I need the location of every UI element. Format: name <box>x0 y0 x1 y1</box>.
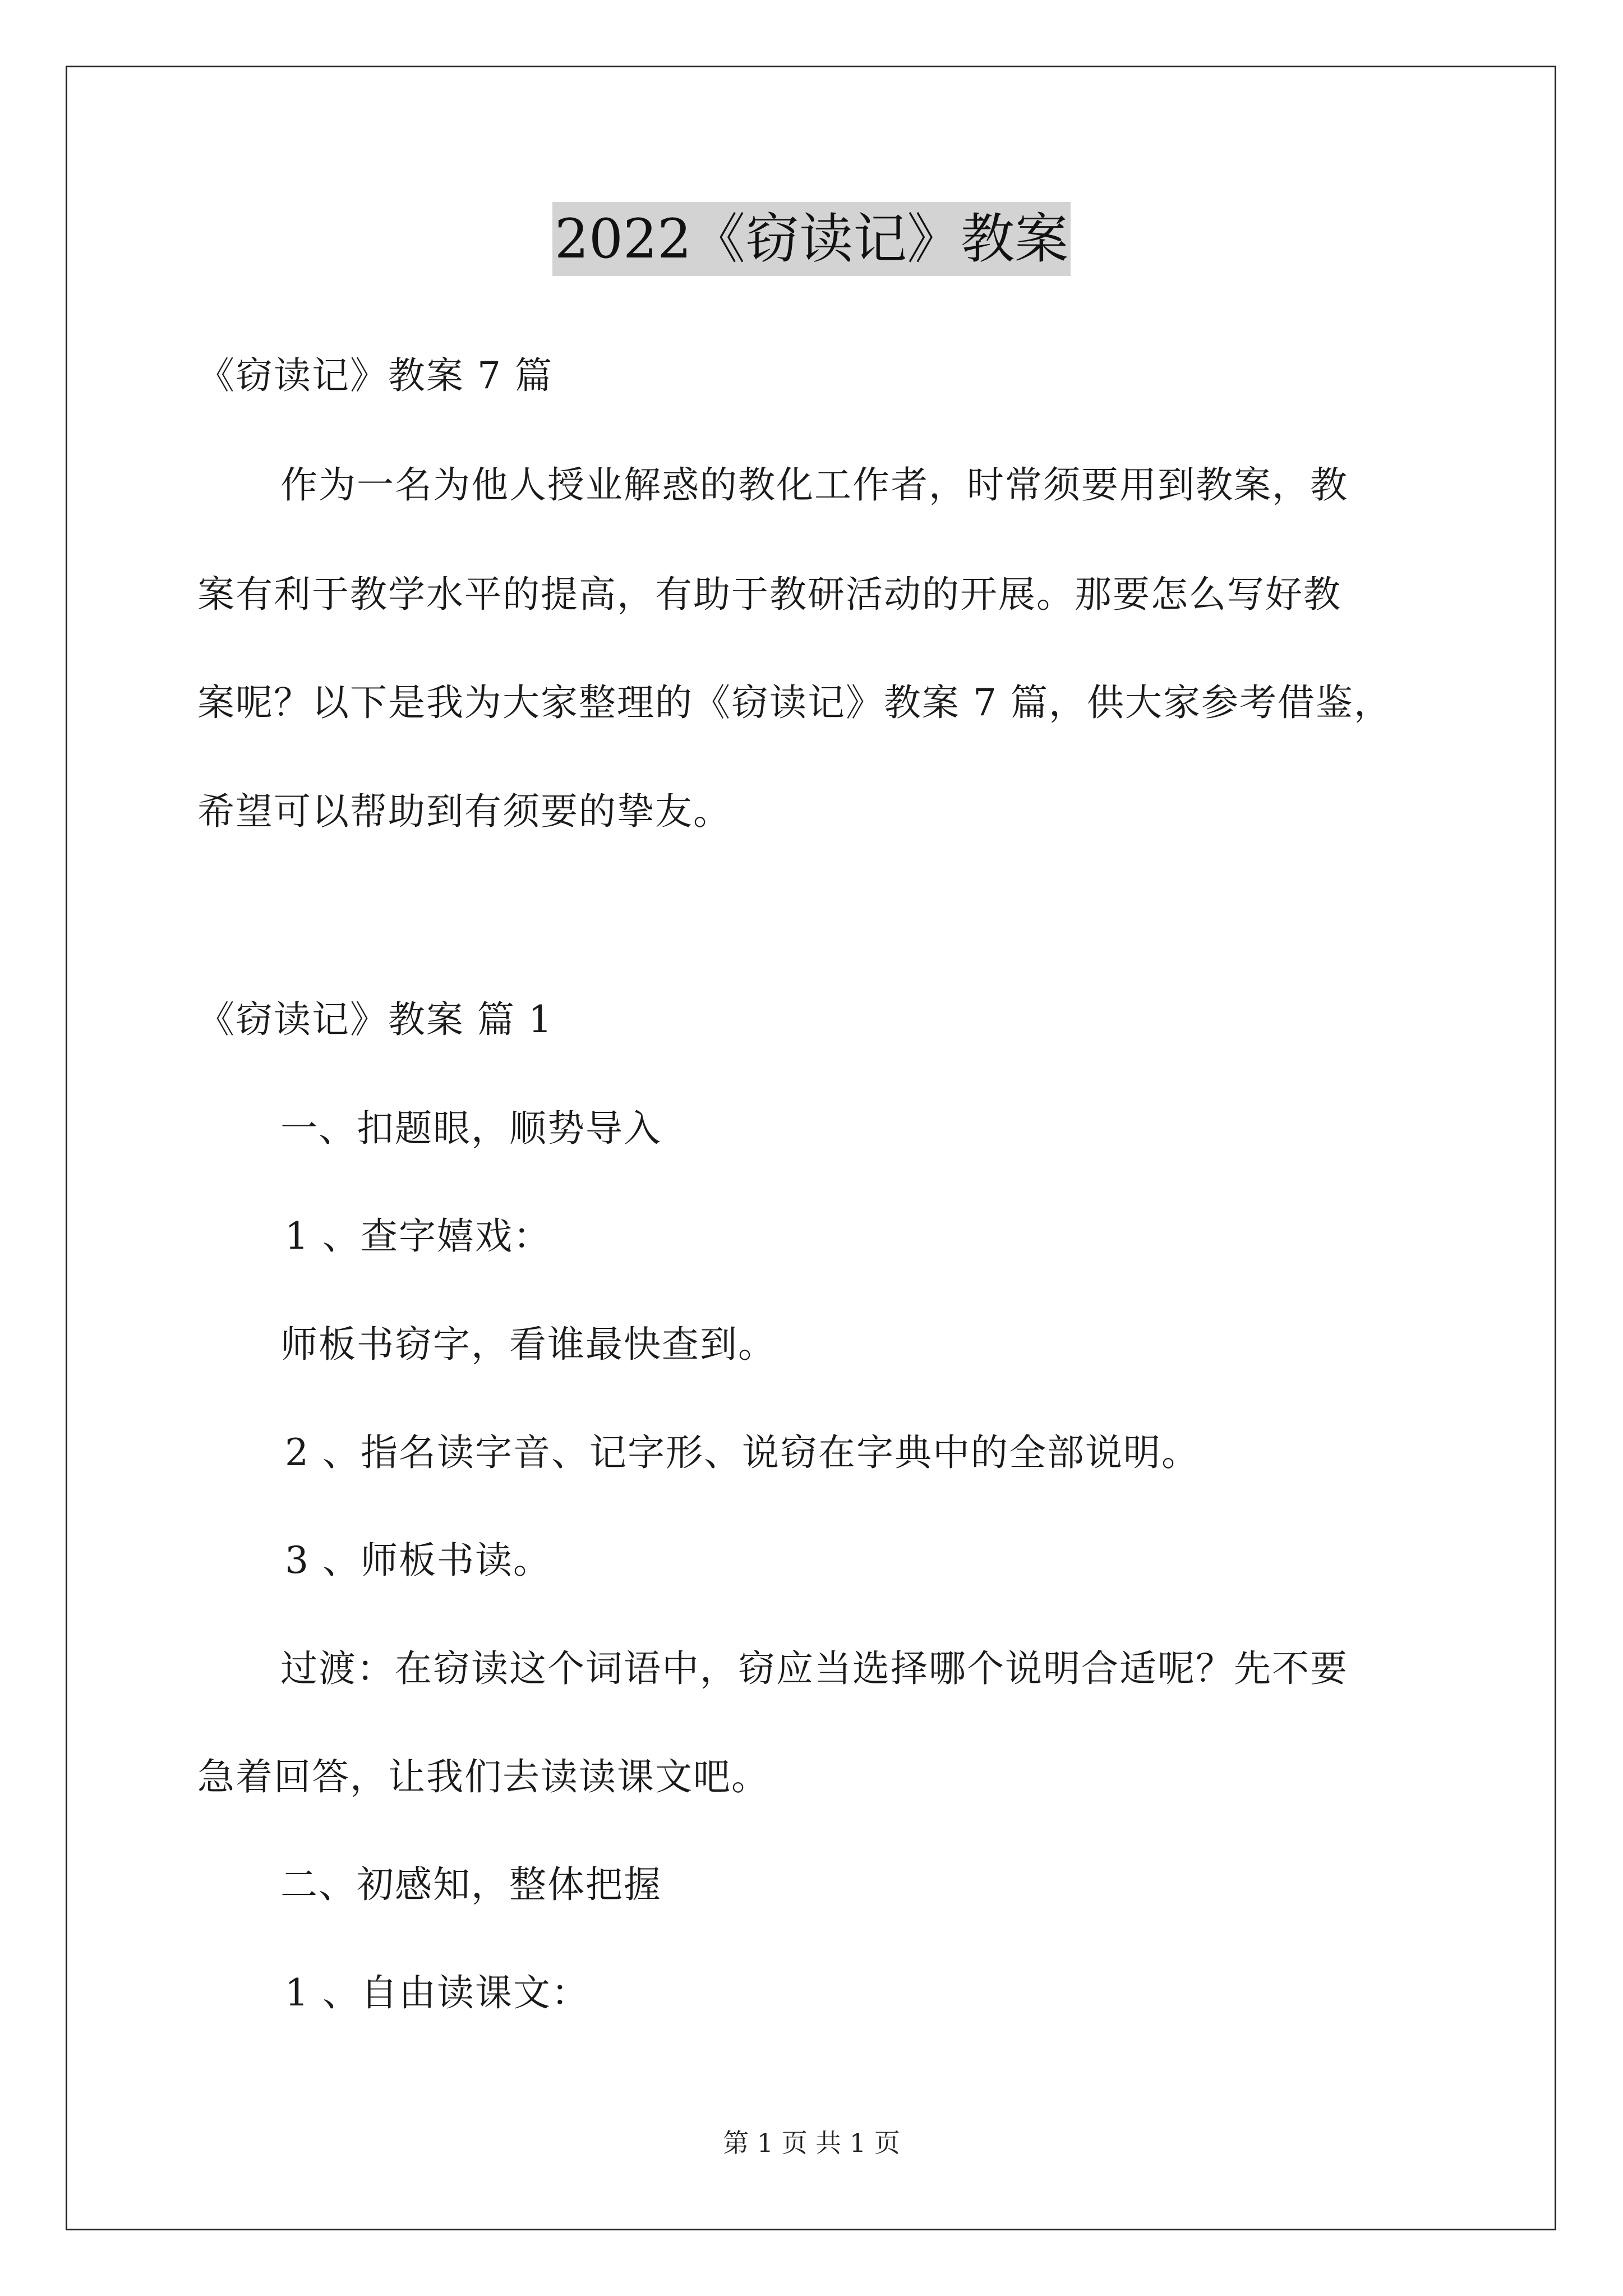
document-subtitle: 《窃读记》教案 7 篇 <box>197 354 553 397</box>
body-line-2: 1 、查字嬉戏： <box>285 1214 551 1258</box>
body-line-7: 急着回答，让我们去读读课文吧。 <box>197 1755 769 1798</box>
intro-line-3: 案呢？以下是我为大家整理的《窃读记》教案 7 篇，供大家参考借鉴， <box>197 681 1392 724</box>
document-title-wrapper <box>0 202 1623 276</box>
body-line-9: 1 、自由读课文： <box>285 1971 589 2014</box>
body-line-6: 过渡：在窃读这个词语中，窃应当选择哪个说明合适呢？先不要 <box>280 1647 1348 1690</box>
intro-line-2: 案有利于教学水平的提高，有助于教研活动的开展。那要怎么写好教 <box>197 573 1341 616</box>
document-title: 2022《窃读记》教案 <box>552 202 1071 276</box>
body-line-1: 一、扣题眼，顺势导入 <box>280 1107 662 1150</box>
page-footer: 第 1 页 共 1 页 <box>723 2128 900 2158</box>
body-line-8: 二、初感知，整体把握 <box>280 1863 662 1906</box>
section-heading: 《窃读记》教案 篇 1 <box>197 998 553 1041</box>
body-line-4: 2 、指名读字音、记字形、说窃在字典中的全部说明。 <box>285 1431 1200 1474</box>
body-line-3: 师板书窃字，看谁最快查到。 <box>280 1323 776 1366</box>
body-line-5: 3 、师板书读。 <box>285 1539 551 1582</box>
intro-line-1: 作为一名为他人授业解惑的教化工作者，时常须要用到教案，教 <box>280 463 1348 507</box>
intro-line-4: 希望可以帮助到有须要的挚友。 <box>197 790 731 833</box>
